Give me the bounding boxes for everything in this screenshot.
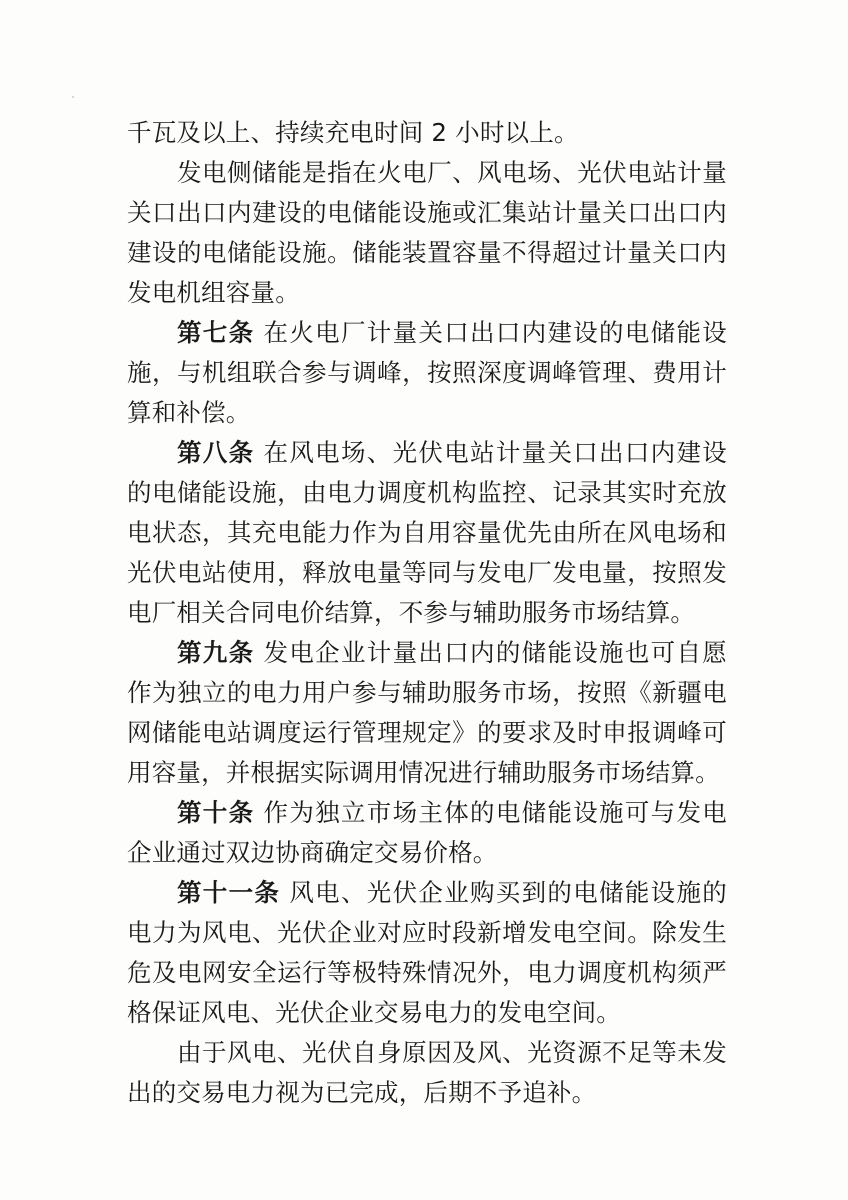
article-8 — [127, 433, 727, 633]
article-number: 第十一条 — [177, 878, 281, 907]
article-11 — [127, 873, 727, 1033]
paragraph-text: 在风电场、光伏电站计量关口出口内建设的电储能设施，由电力调度机构监控、记录其实时充放电状态，其充电能力作为自用容量优先由所在风电场和光伏电站使用，释放电量等同与发电厂发电量，按照发电厂相关合同电价结算，不参与辅助服务市场结算。 — [127, 438, 727, 627]
article-number: 第九条 — [177, 638, 255, 667]
article-number: 第十条 — [177, 798, 255, 827]
paragraph-text: 作为独立市场主体的电储能设施可与发电企业通过双边协商确定交易价格。 — [127, 798, 727, 867]
article-number: 第七条 — [177, 318, 255, 347]
paragraph-text: 千瓦及以上、持续充电时间 2 小时以上。 — [127, 118, 579, 147]
article-7 — [127, 313, 727, 433]
paragraph-supplement — [127, 1033, 727, 1113]
paragraph-text: 由于风电、光伏自身原因及风、光资源不足等未发出的交易电力视为已完成，后期不予追补。 — [127, 1038, 727, 1107]
paragraph-text: 风电、光伏企业购买到的电储能设施的电力为风电、光伏企业对应时段新增发电空间。除发生危及电网安全运行等极特殊情况外，电力调度机构须严格保证风电、光伏企业交易电力的发电空间。 — [127, 878, 727, 1027]
document-body — [127, 113, 727, 1113]
paragraph-continuation — [127, 113, 727, 153]
scan-mark — [72, 96, 74, 98]
paragraph-text: 在火电厂计量关口出口内建设的电储能设施，与机组联合参与调峰，按照深度调峰管理、费用计算和补偿。 — [127, 318, 727, 427]
article-9 — [127, 633, 727, 793]
paragraph-text: 发电侧储能是指在火电厂、风电场、光伏电站计量关口出口内建设的电储能设施或汇集站计量关口出口内建设的电储能设施。储能装置容量不得超过计量关口内发电机组容量。 — [127, 158, 727, 307]
article-number: 第八条 — [177, 438, 255, 467]
paragraph-definition — [127, 153, 727, 313]
article-10 — [127, 793, 727, 873]
paragraph-text: 发电企业计量出口内的储能设施也可自愿作为独立的电力用户参与辅助服务市场，按照《新疆电网储能电站调度运行管理规定》的要求及时申报调峰可用容量，并根据实际调用情况进行辅助服务市场结算。 — [127, 638, 727, 787]
